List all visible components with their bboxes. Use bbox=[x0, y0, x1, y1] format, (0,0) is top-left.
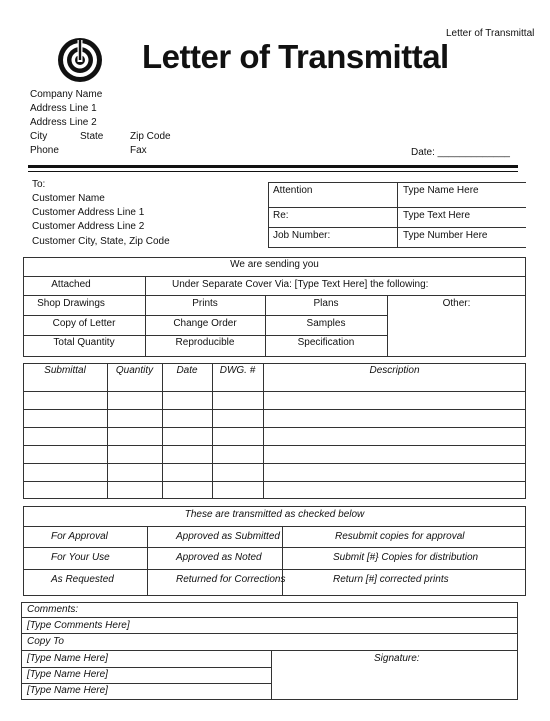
approved-as-noted-option[interactable]: Approved as Noted bbox=[176, 552, 262, 563]
signature-label[interactable]: Signature: bbox=[374, 653, 420, 664]
company-logo-icon bbox=[56, 36, 104, 84]
date-field[interactable]: Date: _____________ bbox=[411, 147, 510, 158]
divider-thin bbox=[28, 171, 518, 172]
shop-drawings-option[interactable]: Shop Drawings bbox=[37, 298, 105, 309]
col-quantity: Quantity bbox=[115, 365, 154, 376]
comments-text[interactable]: [Type Comments Here] bbox=[27, 620, 130, 631]
customer-address-1: Customer Address Line 1 bbox=[32, 207, 145, 218]
company-fax: Fax bbox=[130, 145, 147, 156]
company-phone: Phone bbox=[30, 145, 59, 156]
for-your-use-option[interactable]: For Your Use bbox=[51, 552, 110, 563]
other-option[interactable]: Other: bbox=[442, 298, 471, 309]
change-order-option[interactable]: Change Order bbox=[173, 318, 237, 329]
copy-to-name-3[interactable]: [Type Name Here] bbox=[27, 685, 108, 696]
plans-option[interactable]: Plans bbox=[313, 298, 339, 309]
company-state: State bbox=[80, 131, 104, 142]
col-date: Date bbox=[176, 365, 198, 376]
job-number-value[interactable]: Type Number Here bbox=[403, 230, 488, 241]
attention-label: Attention bbox=[273, 185, 313, 196]
samples-option[interactable]: Samples bbox=[306, 318, 346, 329]
col-description: Description bbox=[369, 365, 420, 376]
for-approval-option[interactable]: For Approval bbox=[51, 531, 108, 542]
return-corrected-prints-option[interactable]: Return [#] corrected prints bbox=[333, 574, 449, 585]
company-city: City bbox=[30, 131, 48, 142]
col-submittal: Submittal bbox=[44, 365, 86, 376]
company-address-1: Address Line 1 bbox=[30, 103, 97, 114]
copy-to-label: Copy To bbox=[27, 636, 64, 647]
re-label: Re: bbox=[273, 210, 289, 221]
customer-city-line: Customer City, State, Zip Code bbox=[32, 236, 170, 247]
customer-address-2: Customer Address Line 2 bbox=[32, 221, 145, 232]
comments-label: Comments: bbox=[27, 604, 79, 615]
reproducible-option[interactable]: Reproducible bbox=[175, 337, 235, 348]
returned-for-corrections-option[interactable]: Returned for Corrections bbox=[176, 574, 286, 585]
company-zip: Zip Code bbox=[130, 131, 171, 142]
to-label: To: bbox=[32, 179, 46, 190]
job-number-label: Job Number: bbox=[273, 230, 331, 241]
company-name: Company Name bbox=[30, 89, 103, 100]
re-value[interactable]: Type Text Here bbox=[403, 210, 471, 221]
copy-to-name-2[interactable]: [Type Name Here] bbox=[27, 669, 108, 680]
company-address-2: Address Line 2 bbox=[30, 117, 97, 128]
total-quantity-option[interactable]: Total Quantity bbox=[53, 337, 115, 348]
transmitted-header: These are transmitted as checked below bbox=[184, 509, 365, 520]
sending-header: We are sending you bbox=[230, 259, 319, 270]
customer-name: Customer Name bbox=[32, 193, 105, 204]
attached-option[interactable]: Attached bbox=[51, 279, 91, 290]
submit-copies-option[interactable]: Submit [#} Copies for distribution bbox=[333, 552, 479, 563]
specification-option[interactable]: Specification bbox=[297, 337, 355, 348]
col-dwg: DWG. # bbox=[219, 365, 256, 376]
copy-of-letter-option[interactable]: Copy of Letter bbox=[52, 318, 116, 329]
copy-to-name-1[interactable]: [Type Name Here] bbox=[27, 653, 108, 664]
approved-as-submitted-option[interactable]: Approved as Submitted bbox=[176, 531, 280, 542]
divider-thick bbox=[28, 165, 518, 168]
separate-cover-option[interactable]: Under Separate Cover Via: [Type Text Here] the following: bbox=[172, 279, 429, 290]
page-title: Letter of Transmittal bbox=[142, 38, 449, 75]
as-requested-option[interactable]: As Requested bbox=[51, 574, 114, 585]
attention-value[interactable]: Type Name Here bbox=[403, 185, 479, 196]
corner-title: Letter of Transmittal bbox=[446, 28, 535, 39]
prints-option[interactable]: Prints bbox=[192, 298, 218, 309]
resubmit-copies-option[interactable]: Resubmit copies for approval bbox=[335, 531, 465, 542]
